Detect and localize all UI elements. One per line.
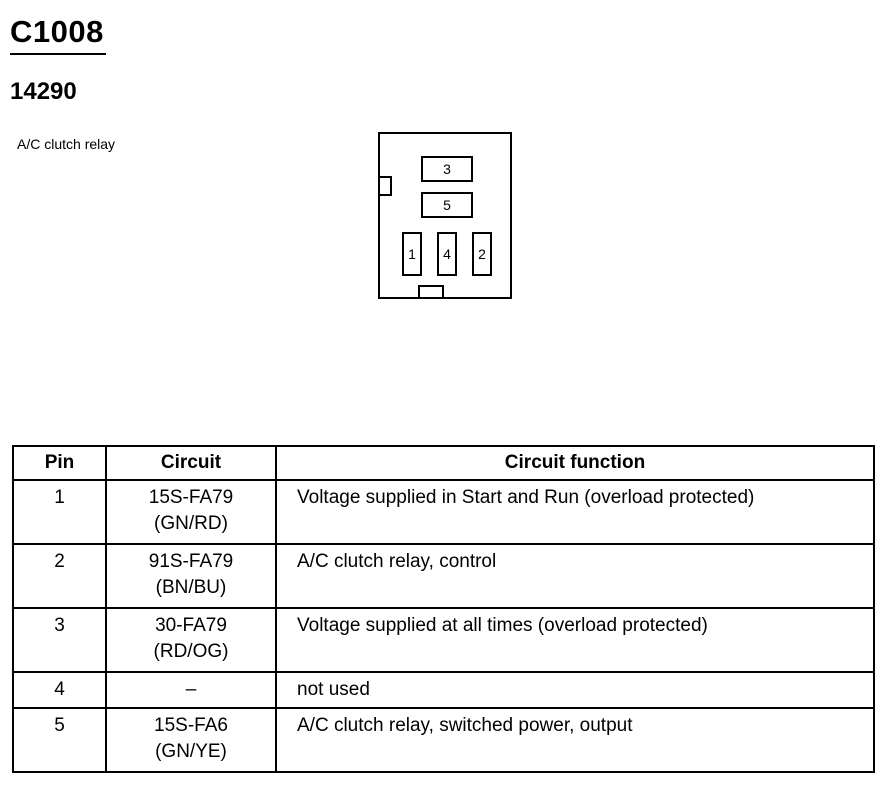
cell-circuit xyxy=(106,708,276,772)
pin-5-terminal: 5 xyxy=(421,192,473,218)
wire-color: (BN/BU) xyxy=(155,577,227,598)
header-circuit-function: Circuit function xyxy=(276,446,874,480)
pin-3-terminal: 3 xyxy=(421,156,473,182)
table-row xyxy=(13,708,874,772)
pinout-table xyxy=(12,445,875,773)
cell-circuit xyxy=(106,480,276,544)
circuit-code: – xyxy=(185,679,197,700)
component-description: A/C clutch relay xyxy=(17,136,116,152)
table-header-row xyxy=(13,446,874,480)
table-row xyxy=(13,480,874,544)
cell-pin: 4 xyxy=(13,672,106,708)
table-row xyxy=(13,544,874,608)
circuit-code: 30-FA79 xyxy=(155,615,227,636)
header-circuit: Circuit xyxy=(106,446,276,480)
connector-latch-bottom xyxy=(418,285,444,299)
cell-function: Voltage supplied in Start and Run (overload protected) xyxy=(276,480,874,544)
title-underline xyxy=(10,53,106,55)
cell-function: not used xyxy=(276,672,874,708)
cell-pin: 5 xyxy=(13,708,106,772)
cell-circuit xyxy=(106,544,276,608)
wire-color: (RD/OG) xyxy=(153,641,229,662)
wire-color: (GN/RD) xyxy=(154,513,228,534)
connector-latch-left xyxy=(378,176,392,196)
header-pin: Pin xyxy=(13,446,106,480)
circuit-code: 91S-FA79 xyxy=(148,551,234,572)
cell-function: A/C clutch relay, switched power, output xyxy=(276,708,874,772)
cell-function: A/C clutch relay, control xyxy=(276,544,874,608)
pin-1-terminal: 1 xyxy=(402,232,422,276)
circuit-code: 15S-FA6 xyxy=(154,715,228,736)
pin-4-terminal: 4 xyxy=(437,232,457,276)
part-number: 14290 xyxy=(10,78,77,105)
table-row xyxy=(13,672,874,708)
cell-function: Voltage supplied at all times (overload protected) xyxy=(276,608,874,672)
table-row xyxy=(13,608,874,672)
cell-pin: 1 xyxy=(13,480,106,544)
cell-circuit xyxy=(106,608,276,672)
connector-face-diagram xyxy=(378,132,512,299)
circuit-code: 15S-FA79 xyxy=(148,487,234,508)
cell-pin: 2 xyxy=(13,544,106,608)
wire-color: (GN/YE) xyxy=(155,741,227,762)
cell-circuit xyxy=(106,672,276,708)
pin-2-terminal: 2 xyxy=(472,232,492,276)
connector-id: C1008 xyxy=(10,14,104,49)
cell-pin: 3 xyxy=(13,608,106,672)
